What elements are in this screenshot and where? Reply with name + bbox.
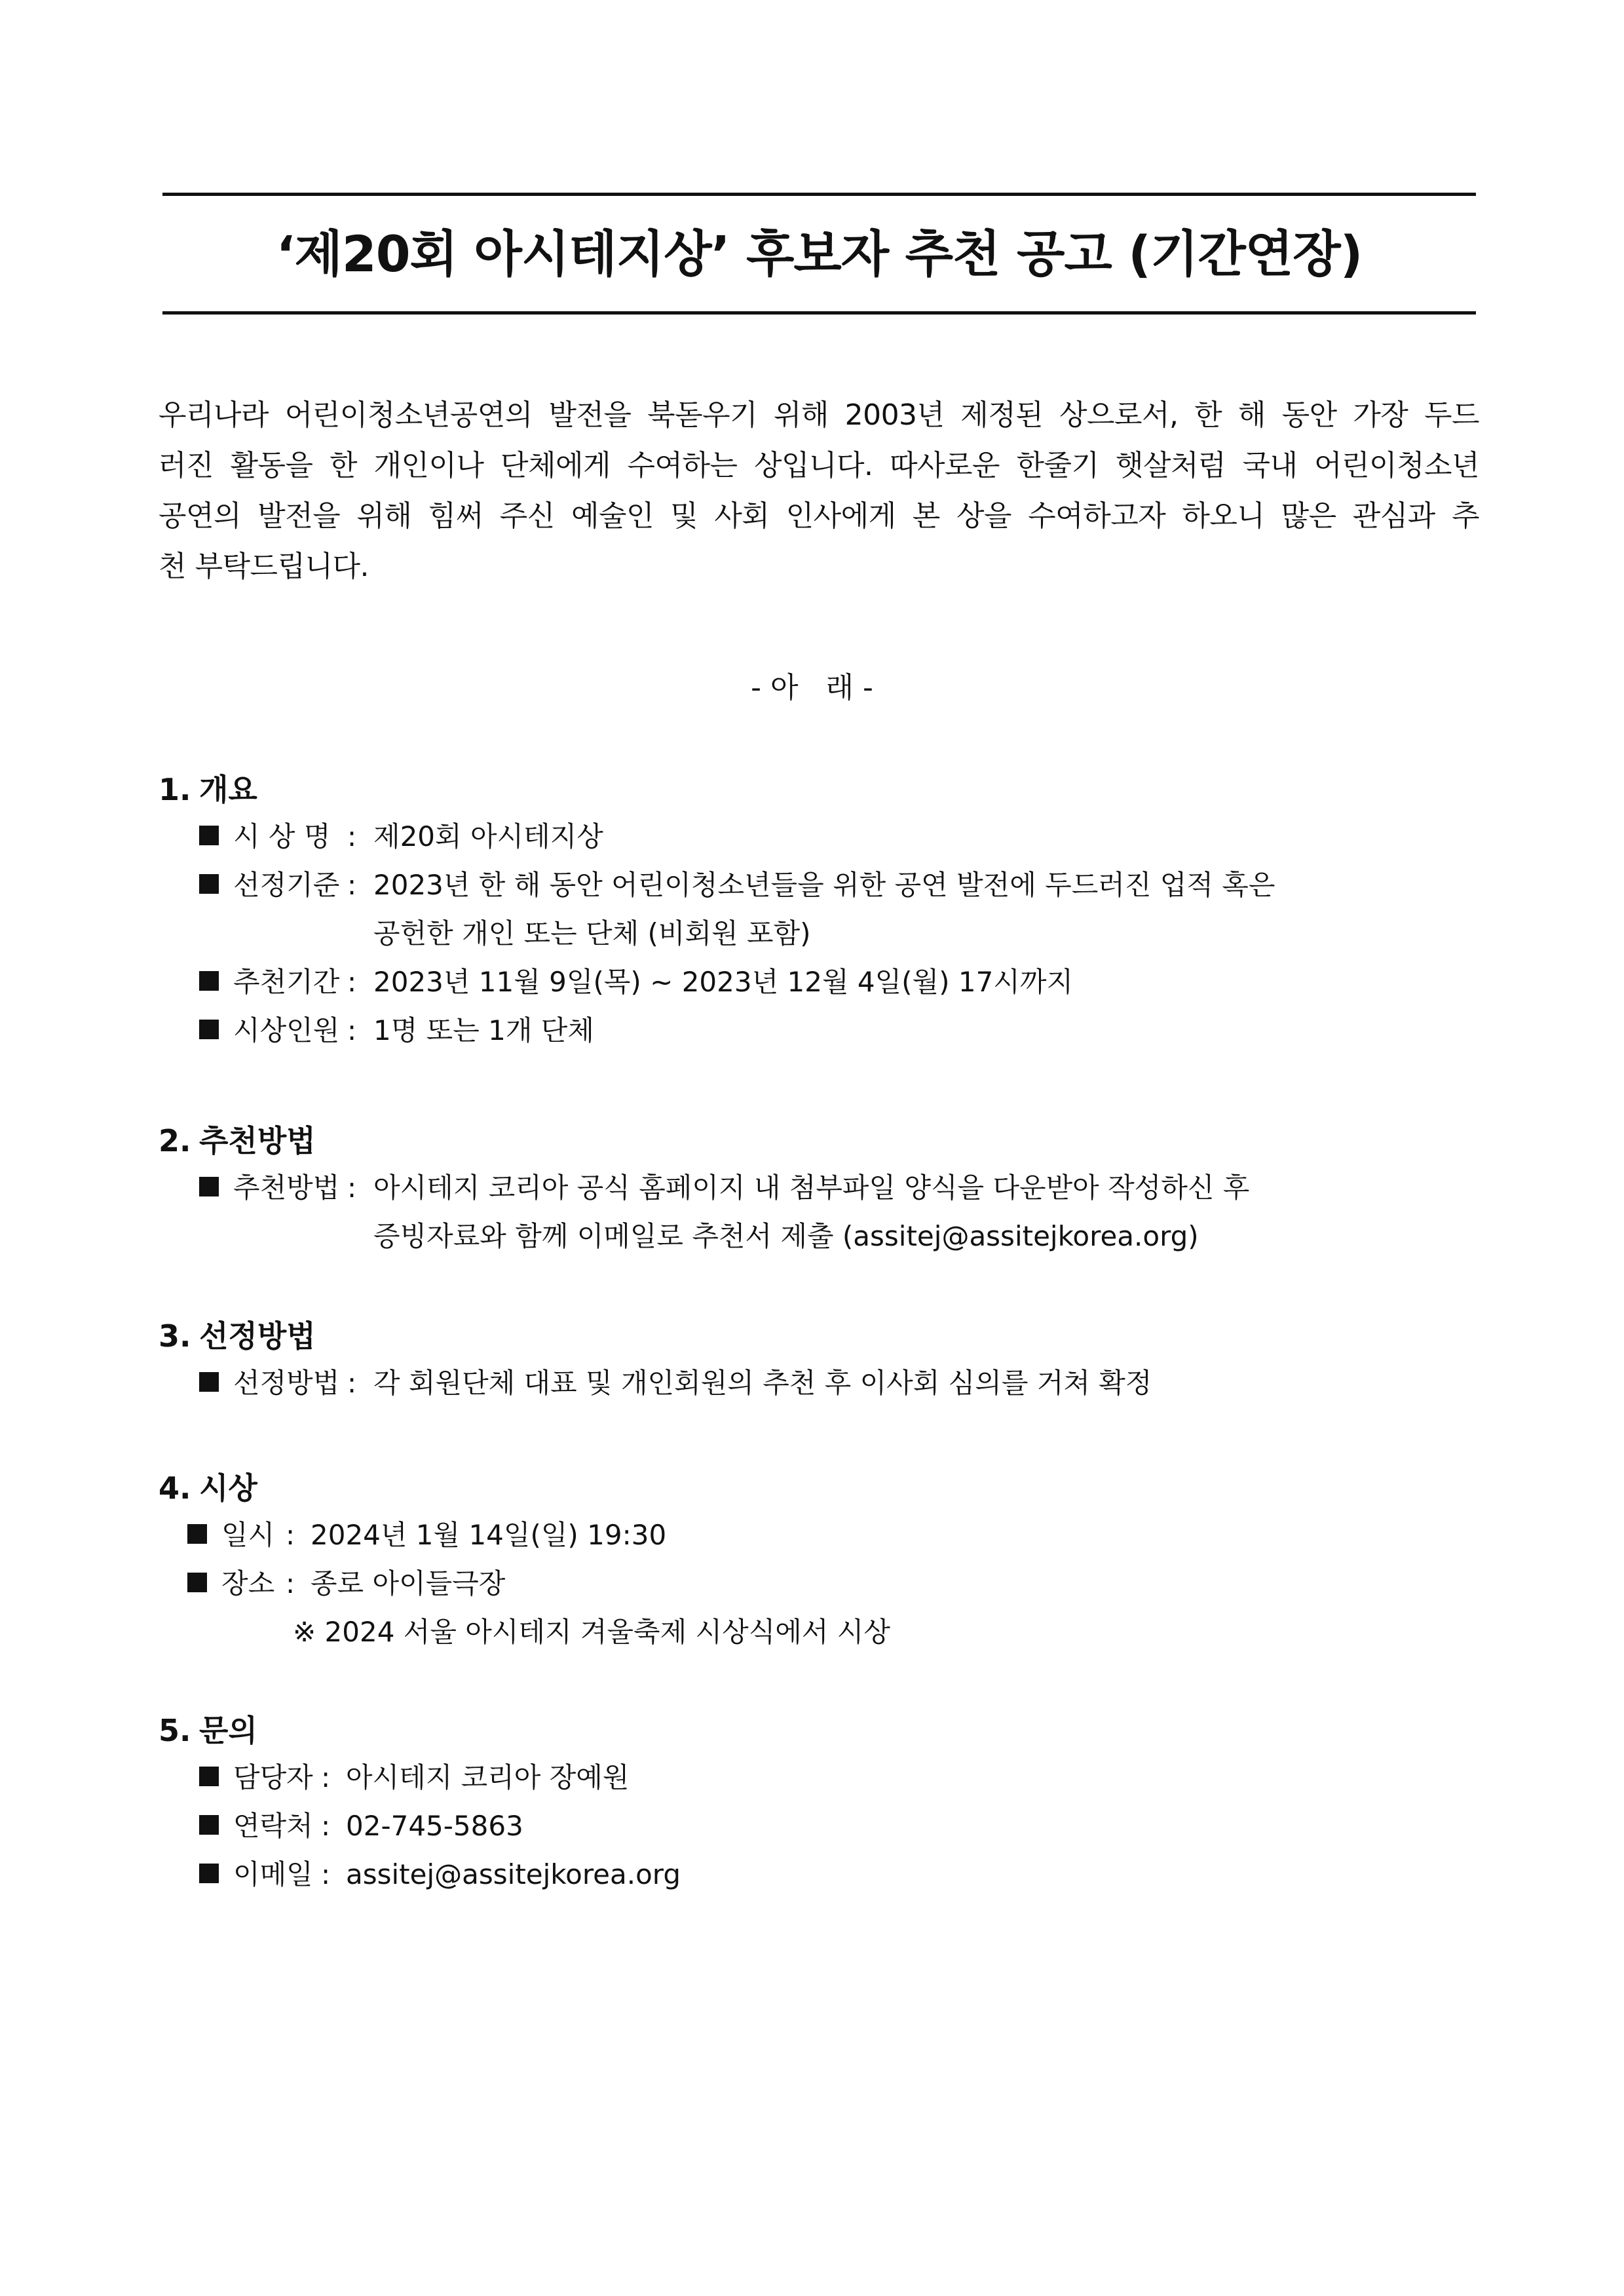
item-label: 담당자 [233,1761,313,1793]
item-colon: : [321,1858,331,1890]
item-colon: : [286,1567,295,1599]
list-item [159,1753,1482,1802]
item-colon: : [321,1761,331,1793]
square-bullet-icon [199,1864,219,1883]
section-heading [159,1465,1482,1511]
square-bullet-icon [199,1815,219,1835]
item-label: 추천방법 [233,1172,340,1204]
square-bullet-icon [199,1372,219,1392]
item-value: 아시테지 코리아 공식 홈페이지 내 첨부파일 양식을 다운받아 작성하신 후 [373,1172,1250,1204]
section-title: 추천방법 [199,1123,316,1158]
separator-heading: - 아 래 - [751,671,873,704]
item-colon: : [347,966,357,998]
item-value: assitej@assitejkorea.org [346,1858,681,1890]
item-value: 02-745-5863 [346,1810,523,1842]
square-bullet-icon [199,826,219,845]
list-item [159,958,1482,1006]
item-label: 장소 [221,1567,275,1599]
intro-paragraph [159,390,1479,592]
section-title: 개요 [199,772,257,807]
section-award-ceremony [159,1465,1482,1656]
section-heading [159,767,1482,813]
intro-line: 러진 활동을 한 개인이나 단체에게 수여하는 상입니다. 따사로운 한줄기 햇살처럼 국내 어린이청소년 [159,449,1479,482]
award-note [159,1608,1482,1656]
list-item [159,1559,1482,1608]
square-bullet-icon [187,1573,207,1592]
item-value: 2024년 1월 14일(일) 19:30 [311,1519,667,1551]
square-bullet-icon [199,971,219,991]
page-title: ‘제20회 아시테지상’ 후보자 추천 공고 (기간연장) [276,225,1363,283]
item-continuation-text: 증빙자료와 함께 이메일로 추천서 제출 (assitej@assitejkorea.org) [373,1220,1199,1252]
square-bullet-icon [199,874,219,894]
intro-line: 우리나라 어린이청소년공연의 발전을 북돋우기 위해 2003년 제정된 상으로서, 한 해 동안 가장 두드 [159,398,1479,432]
item-colon: : [347,1014,357,1046]
item-label: 이메일 [233,1858,313,1890]
section-overview [159,767,1482,1055]
list-item [159,1511,1482,1559]
item-label: 선정방법 [233,1367,340,1399]
item-label: 연락처 [233,1810,313,1842]
section-number: 2. [159,1123,191,1158]
item-value: 1명 또는 1개 단체 [373,1014,594,1046]
item-colon: : [347,1367,357,1399]
item-continuation [159,909,1482,958]
item-continuation [159,1212,1482,1261]
section-number: 4. [159,1470,191,1506]
item-value: 2023년 11월 9일(목) ~ 2023년 12월 4일(월) 17시까지 [373,966,1074,998]
list-item [159,1006,1482,1055]
section-title: 선정방법 [199,1318,316,1354]
section-title: 시상 [199,1470,257,1506]
section-heading [159,1708,1482,1753]
item-value: 각 회원단체 대표 및 개인회원의 추천 후 이사회 심의를 거쳐 확정 [373,1367,1152,1399]
section-number: 5. [159,1713,191,1748]
item-colon: : [286,1519,295,1551]
square-bullet-icon [199,1020,219,1039]
title-top-rule [162,193,1476,196]
item-label: 일시 [221,1519,275,1551]
item-colon: : [347,820,357,852]
item-label: 추천기간 [233,966,340,998]
item-value: 2023년 한 해 동안 어린이청소년들을 위한 공연 발전에 두드러진 업적 혹은 [373,869,1275,901]
item-continuation-text: 공헌한 개인 또는 단체 (비회원 포함) [373,917,811,949]
intro-line: 천 부탁드립니다. [159,550,369,583]
section-number: 3. [159,1318,191,1354]
square-bullet-icon [199,1177,219,1196]
list-item [159,1802,1482,1850]
item-colon: : [321,1810,331,1842]
item-colon: : [347,869,357,901]
item-value: 아시테지 코리아 장예원 [346,1761,630,1793]
section-inquiry [159,1708,1482,1899]
list-item [159,1850,1482,1899]
item-label: 선정기준 [233,869,340,901]
list-item [159,1359,1482,1407]
square-bullet-icon [187,1524,207,1544]
title-bottom-rule [162,311,1476,315]
list-item [159,861,1482,909]
section-recommendation-method [159,1118,1482,1261]
section-number: 1. [159,772,191,807]
award-note-text: ※ 2024 서울 아시테지 겨울축제 시상식에서 시상 [293,1616,890,1648]
section-heading [159,1118,1482,1164]
item-label: 시상인원 [233,1014,340,1046]
item-colon: : [347,1172,357,1204]
list-item [159,813,1482,861]
section-heading [159,1313,1482,1359]
item-value: 제20회 아시테지상 [373,820,603,852]
section-selection-method [159,1313,1482,1407]
section-title: 문의 [199,1713,257,1748]
list-item [159,1164,1482,1212]
item-value: 종로 아이들극장 [311,1567,506,1599]
intro-line: 공연의 발전을 위해 힘써 주신 예술인 및 사회 인사에게 본 상을 수여하고자 하오니 많은 관심과 추 [159,499,1479,533]
square-bullet-icon [199,1767,219,1786]
item-label: 시 상 명 [233,820,331,852]
